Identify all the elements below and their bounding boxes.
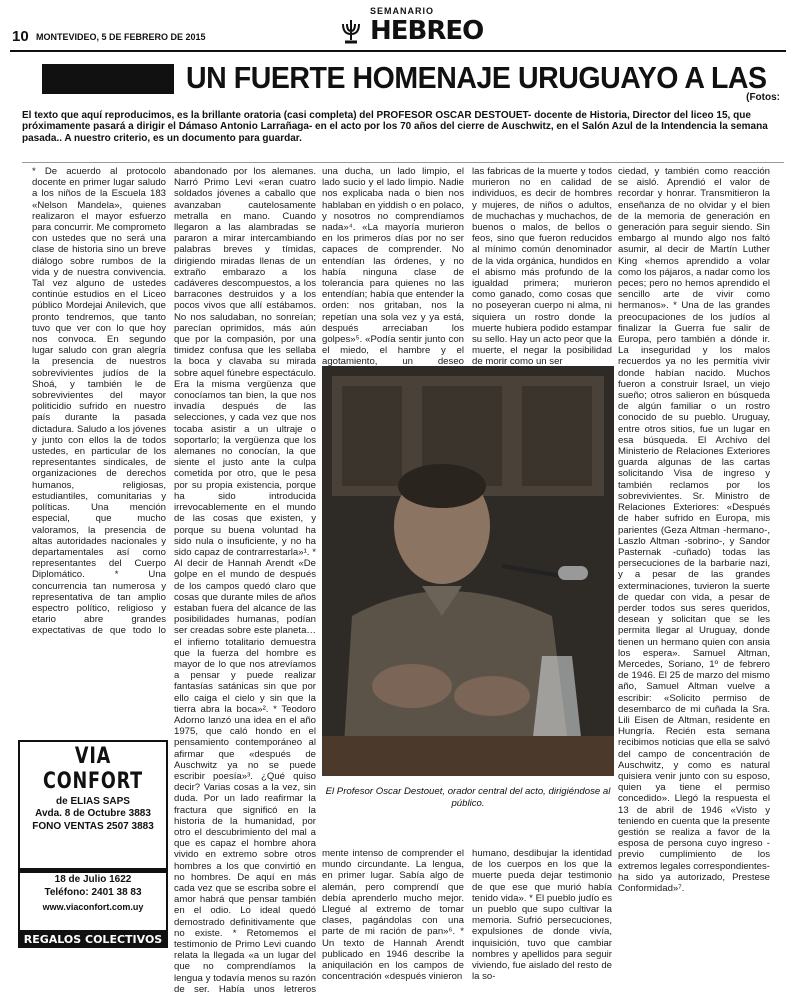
menorah-icon	[336, 16, 366, 46]
ad-products-line-1: REGALOS COLECTIVOS	[23, 933, 163, 946]
article-headline: UN FUERTE HOMENAJE URUGUAYO A LAS	[186, 60, 767, 95]
article-column-5: ciedad, y también como reacción se aisló. Aprendió el valor de recordar y honrar. Transmitieron la enseñanza de no olvidar y el bien de la memoria de generación en generación para seguir siendo. Sin embargo al mundo algo nos faltó asumir, al decir de Martín Luther King «hemos aprendido a volar como los pájaros, a nadar como los peces; pero no hemos aprendido el sencillo arte de vivir como hermanos». * Una de las grandes preocupaciones de los judíos al finalizar la Guerra fue salir de Europa, pero también a dónde ir. La inseguridad y los malos recuerdos ya no les permitía vivir donde habían nacido. Muchos fueron a construir Israel, un viejo sueño; otros salieron en búsqueda de algún familiar o un rostro conocido de su pueblo. Uruguay, entre otros sitios, fue un lugar en esa búsqueda. El Archivo del Ministerio de Relaciones Exteriores guarda algunas de las cartas solicitando Visa de ingreso y también reclamos por los sobrevivientes. Sr. Ministro de Relaciones Exteriores: «Después de haber sufrido en Europa, mis parientes (Geza Altman -hermano-, Laszlo Altman -sobrino-, y Sandor Pasternak -cuñado) todas las persecuciones de la barbarie nazi, y a pesar de las grandes exterminaciones, tuvieron la suerte de quedar con vida, a pesar de perder todos sus seres queridos, desean y solicitan que se les permita llegar al Uruguay, donde tienen un hermano quien con ansia los espera». Samuel Altman, Mercedes, Soriano, 1º de febrero de 1946. El 25 de marzo del mismo año, Samuel Altman vuelve a escribir: «Solicito permiso de desembarco de mi cuñada la Sra. Lili Eisen de Altman, residente en Hungría. Recién esta semana recibimos noticias que ella se salvó del campo de concentración de Auschwitz, y como es natural quisiera venir junto con su esposo, quien ya tiene el permiso concedido». Llegó la respuesta el 13 de abril de 1946 «Visto y teniendo en cuenta que la presente gestión se realiza a favor de la esposa de persona cuyo ingreso -previo cumplimiento de los extremos legales correspondientes- ha sido ya autorizado, Prestese Conformidad»⁷.	[618, 166, 770, 894]
newspaper-logo	[336, 6, 484, 50]
ad-products-line-3: MUEBLES - MOTOS	[35, 961, 151, 974]
ad-address-2: 18 de Julio 1622	[54, 874, 132, 885]
ad-website: www.viaconfort.com.uy	[42, 902, 144, 912]
page-number: 10	[12, 28, 29, 45]
article-column-3: una ducha, un lado limpio, el lado sucio y el lado limpio. Nadie nos explicaba nada o bien nos hablaban en yiddish o en polaco, y nosotros no comprendíamos nada»⁴. «La mayoría murieron en los primeros días por no ser capaces de comprender. No entendían las órdenes, y no había ninguna clase de tolerancia para quienes no las entendían; había que entender la orden: nos gritaban, nos la repetían una sola vez y ya está, después arreciaban los golpes»⁵. «Podía sentir junto con el miedo, el hambre y el agotamiento, un deseo	[322, 166, 464, 366]
photo-caption: El Profesor Oscar Destouet, orador central del acto, dirigiéndose al público.	[325, 786, 611, 809]
header-rule	[10, 50, 786, 52]
ad-products	[20, 930, 166, 975]
ad-products-line-2: ELECTRODOMESTICOS	[24, 947, 162, 960]
ad-top-panel	[20, 742, 166, 868]
logo-name: HEBREO	[370, 16, 484, 46]
intro-rule	[22, 162, 784, 163]
ad-phone-2: Teléfono: 2401 38 83	[44, 887, 142, 898]
article-column-2: abandonado por los alemanes. Narró Primo Levi «eran cuatro soldados jóvenes a caballo que avanzaban cautelosamente metralla en mano. Cuando llegaron a las alambradas se pararon a mirar intercambiando palabras breves y tímidas, dirigiendo miradas llenas de un extraño embarazo a los cadáveres descompuestos, a los barracones destruidos y a los pocos vivos que allí estábamos. No nos saludaban, no sonreían; parecían oprimidos, más aún que por la compasión, por una timidez confusa que les sellaba la boca y clavaba su mirada sobre aquel fúnebre espectáculo. Era la misma vergüenza que conocíamos tan bien, la que nos invadía después de las selecciones, y cada vez que nos tocaba asistir a un ultraje o soportarlo; la vergüenza que los alemanes no conocían, la que siente el justo ante la culpa cometida por otro, que le pesa por su propia existencia, porque ha sido introducida irrevocablemente en el mundo de las cosas que existen, y porque su buena voluntad ha sido nula o insuficiente, y no ha sido capaz de contrarrestarla»¹. * Al decir de Hannah Arendt «De golpe en el mundo de después de los campos quedó claro que cosas que durante miles de años estaban fuera del alcance de las posibilidades humanas, podían ser creadas sobre este planeta…el infierno totalitario demuestra que la fuerza del hombre es mayor de lo que nos atrevíamos a pensar y puede realizar fantasías satánicas sin que por ello caiga el cielo y sin que la tierra abra la boca»². * Teodoro Adorno lanzó una idea en el año 1975, que caló hondo en el pensamiento contemporáneo al afirmar que «después de Auschwitz ya no se puede escribir poesía»³. ¿Qué quiso decir? Varias cosas a la vez, sin duda. Por un lado reafirmar la fractura que significó en la historia de la humanidad, por otro el descubrimiento del mal a que es capaz el hombre ahora vivido en extremo sobre otros hombres a los que convirtió en no hombres. De aquí en más cada vez que se escriba sobre el amor habrá que pensar también en el odio. Lo ideal quedó demostrado definitivamente que no existe. * Retomemos el testimonio de Primo Levi cuando relata la llegada «a un lugar del que no comprendíamos la lengua y todavía menos su razón de ser. Había unos letreros	[174, 166, 316, 995]
ad-phone-1: FONO VENTAS 2507 3883	[32, 821, 154, 832]
speaker-photo	[322, 366, 614, 776]
masthead	[8, 6, 786, 50]
article-column-3-lower: mente intenso de comprender el mundo circundante. La lengua, en primer lugar. Sabía algo de alemán, pero comprendí que debía aprenderlo mucho mejor. Llegué al extremo de tomar clases, pagándolas con una parte de mi ración de pan»⁶. * Un texto de Hannah Arendt publicado en 1946 describe la aniquilación en los campos de concentración «después vinieron	[322, 848, 464, 983]
logo-kicker: SEMANARIO	[370, 6, 435, 16]
ad-owner: de ELIAS SAPS	[56, 796, 130, 807]
ad-brand: VIA CONFORT	[43, 744, 143, 794]
article-column-1: * De acuerdo al protocolo docente en primer lugar saludo a los niños de la Escuela 183 «Nelson Mandela», quienes realizaron el mayor esfuerzo para concurrir. Me comprometo con ustedes que no será una clase de historia sino un breve diálogo sobre rumbos de la vida y de nuestra convivencia. Tal vez alguno de ustedes continúe estudios en el Liceo público Mordejai Anilevich, que pronto tendremos, que tanto tuvo que ver con lo que hoy nos convoca. En segundo lugar saludo con gran alegría la presencia de nuestros sobrevivientes judíos de la Shoá, y también le de sobrevivientes del mayor politicidio sufrido en nuestro país durante la pasada dictadura. Saludo a los jóvenes y junto con ellos la de todos ustedes, en particular de los representantes sindicales, de organizaciones de derechos humanos, religiosas, estudiantiles, comunitarias y políticas. Una mención especial, que mucho valoramos, la presencia de altas autoridades nacionales y departamentales así como representantes del Cuerpo Diplomático. * Una concurrencia tan numerosa y representativa de tan amplio espectro político, religioso y etario abre grandes expectativas de que todo lo	[32, 166, 166, 636]
ad-address-1: Avda. 8 de Octubre 3883	[35, 808, 151, 819]
ad-middle-panel	[20, 872, 166, 930]
article-column-4-lower: humano, desdibujar la identidad de los cuerpos en los que la muerte pueda dejar testimonio de que ese que murió había tenido vida». * El pueblo judío es un pueblo que supo cultivar la memoria. Sufrió persecuciones, expulsiones de donde vivía, inquisición, tuvo que cambiar nombres y apellidos para seguir viviendo, fue aislado del resto de la so-	[472, 848, 612, 983]
advertisement-via-confort	[18, 740, 168, 974]
speaker-photo-illustration	[322, 366, 614, 776]
dateline: MONTEVIDEO, 5 DE FEBRERO DE 2015	[36, 32, 206, 42]
photo-credit: (Fotos:	[746, 92, 780, 103]
article-column-4: las fabricas de la muerte y todos murieron no en calidad de individuos, es decir de hombres y mujeres, de niños o adultos, de muchachas y muchachos, de buenos o malos, de bellos o feos, sino que fueron reducidos al mínimo común denominador de la vida orgánica, hundidos en el abismo más profundo de la igualdad primera; murieron como ganado, como cosas que no poseyeran cuerpo ni alma, ni siquiera un rostro donde la muerte hubiera podido estampar su sello. Hay un acto peor que la muerte, el negar la posibilidad de morir como un ser	[472, 166, 612, 366]
article-intro: El texto que aquí reproducimos, es la brillante oratoria (casi completa) del PROFESOR OSCAR DESTOUET- docente de Historia, Director del liceo 15, que próximamente pasará a dirigir el Dámaso Antonio Larrañaga- en el acto por los 70 años del cierre de Auschwitz, en el Salón Azul de la Intendencia la semana pasada.. A nuestro criterio, es un documento para guardar.	[22, 110, 768, 144]
headline-bar	[42, 64, 174, 94]
headline-area	[12, 58, 786, 108]
